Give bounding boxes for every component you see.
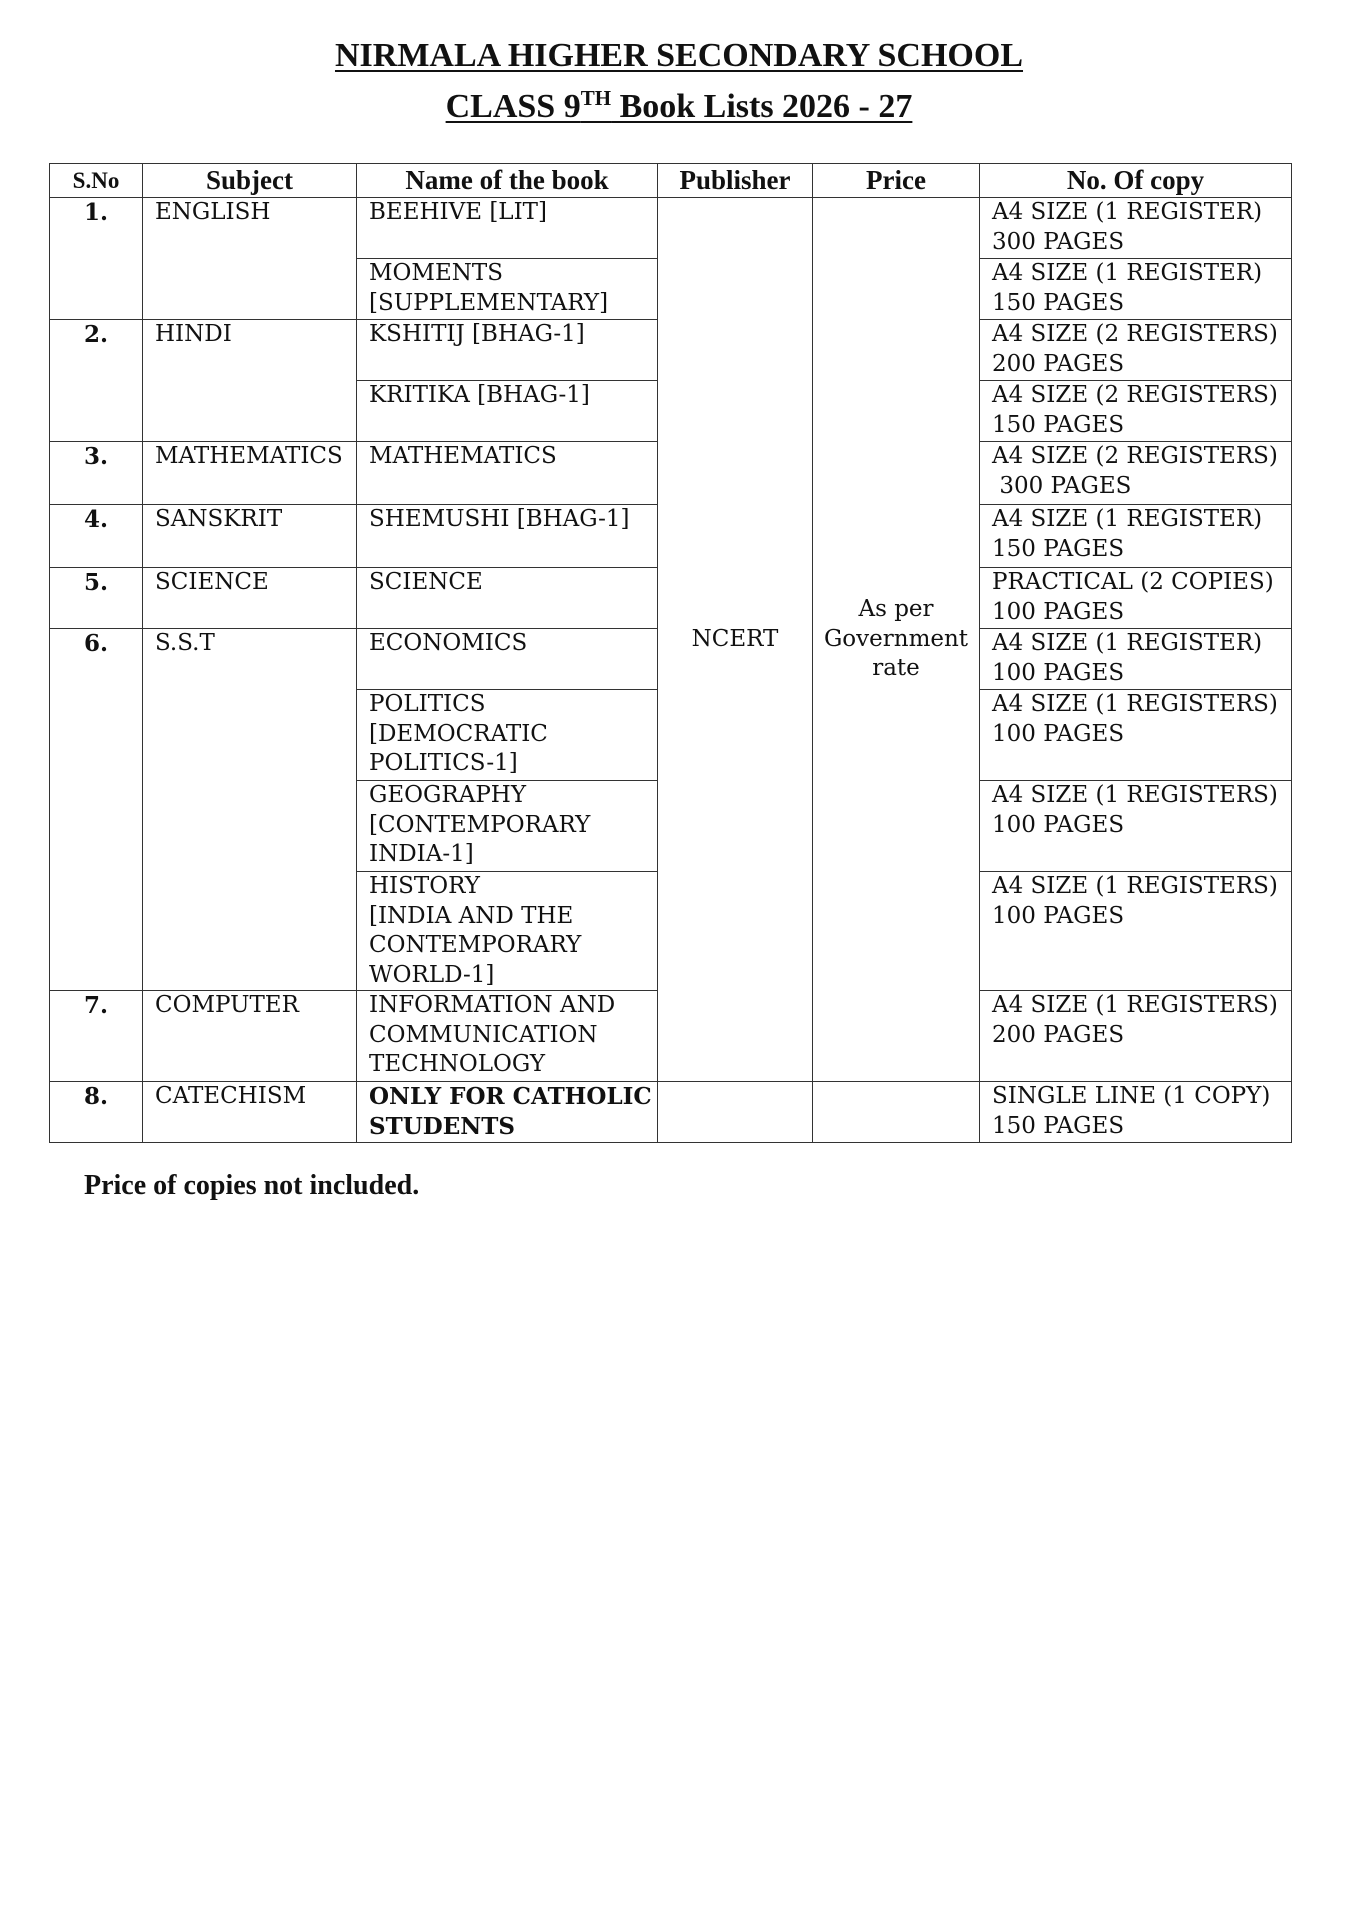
book-cell: BEEHIVE [LIT] [357,198,658,259]
table-row [50,1082,1292,1143]
subject-cell: ENGLISH [143,198,357,320]
copy-cell: A4 SIZE (2 REGISTERS) 200 PAGES [980,320,1292,381]
copy-cell: PRACTICAL (2 COPIES) 100 PAGES [980,568,1292,629]
column-header-price: Price [813,164,980,198]
column-header-sno: S.No [50,164,143,198]
book-cell: MATHEMATICS [357,442,658,505]
copy-cell: A4 SIZE (1 REGISTER) 300 PAGES [980,198,1292,259]
sno-cell: 4. [50,505,143,568]
book-cell: GEOGRAPHY [CONTEMPORARY INDIA-1] [357,781,658,872]
column-header-copy: No. Of copy [980,164,1292,198]
sno-cell: 7. [50,991,143,1082]
book-cell: SCIENCE [357,568,658,629]
copy-cell: A4 SIZE (2 REGISTERS) 150 PAGES [980,381,1292,442]
class-suffix: Book Lists 2026 - 27 [611,88,913,125]
class-title [0,77,1358,128]
document-title [0,34,1358,128]
subject-cell: SANSKRIT [143,505,357,568]
class-prefix: CLASS 9 [445,88,581,125]
subject-cell: COMPUTER [143,991,357,1082]
book-cell: MOMENTS [SUPPLEMENTARY] [357,259,658,320]
subject-cell: HINDI [143,320,357,442]
copy-cell: A4 SIZE (1 REGISTERS) 200 PAGES [980,991,1292,1082]
column-header-subject: Subject [143,164,357,198]
sno-cell: 2. [50,320,143,442]
price-note: Price of copies not included. [84,1170,420,1201]
copy-cell: A4 SIZE (1 REGISTERS) 100 PAGES [980,872,1292,991]
price-cell: As per Government rate [813,198,980,1082]
publisher-cell: NCERT [658,198,813,1082]
book-cell: INFORMATION AND COMMUNICATION TECHNOLOGY [357,991,658,1082]
sno-cell: 5. [50,568,143,629]
book-cell: ECONOMICS [357,629,658,690]
book-cell: SHEMUSHI [BHAG-1] [357,505,658,568]
sno-cell: 3. [50,442,143,505]
copy-cell: A4 SIZE (2 REGISTERS) 300 PAGES [980,442,1292,505]
column-header-book: Name of the book [357,164,658,198]
subject-cell: S.S.T [143,629,357,991]
sno-cell: 8. [50,1082,143,1143]
copy-cell: A4 SIZE (1 REGISTERS) 100 PAGES [980,690,1292,781]
table-header-row [50,164,1292,198]
table-row [50,198,1292,259]
copy-cell: SINGLE LINE (1 COPY) 150 PAGES [980,1082,1292,1143]
book-cell: HISTORY [INDIA AND THE CONTEMPORARY WORLD-1] [357,872,658,991]
school-name: NIRMALA HIGHER SECONDARY SCHOOL [334,37,1024,74]
book-cell: KRITIKA [BHAG-1] [357,381,658,442]
publisher-cell-empty [658,1082,813,1143]
sno-cell: 6. [50,629,143,991]
copy-cell: A4 SIZE (1 REGISTER) 100 PAGES [980,629,1292,690]
subject-cell: CATECHISM [143,1082,357,1143]
class-superscript: TH [580,86,612,110]
price-cell-empty [813,1082,980,1143]
book-list-table [49,163,1292,1143]
copy-cell: A4 SIZE (1 REGISTER) 150 PAGES [980,259,1292,320]
book-cell: POLITICS [DEMOCRATIC POLITICS-1] [357,690,658,781]
book-cell: KSHITIJ [BHAG-1] [357,320,658,381]
column-header-publisher: Publisher [658,164,813,198]
subject-cell: MATHEMATICS [143,442,357,505]
subject-cell: SCIENCE [143,568,357,629]
copy-cell: A4 SIZE (1 REGISTERS) 100 PAGES [980,781,1292,872]
book-cell: ONLY FOR CATHOLIC STUDENTS [357,1082,658,1143]
copy-cell: A4 SIZE (1 REGISTER) 150 PAGES [980,505,1292,568]
sno-cell: 1. [50,198,143,320]
